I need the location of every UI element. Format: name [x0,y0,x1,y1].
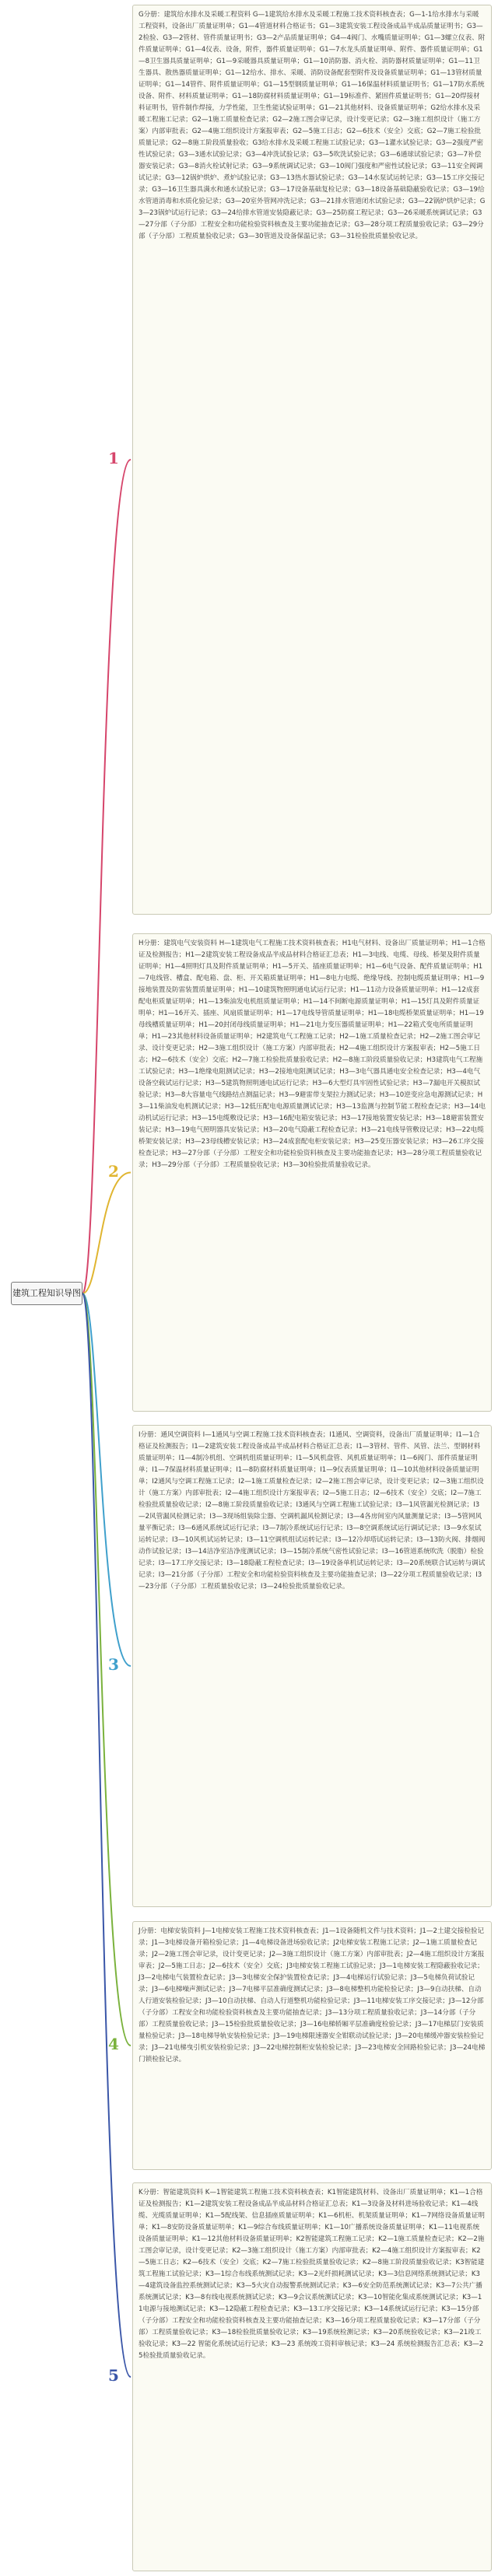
branch-number-i: 3 [108,1655,119,1674]
branch-node-k-volume[interactable]: K分册：智能建筑资料 K—1智能建筑工程施工技术资料核查表；K1智能建筑材料、设备出厂质量证明单；K1—1合格证及检测报告；K1—2建筑安装工程设备成品半成品材料合格证汇总表；K1—3设备及材料进场验收记录；K1—4线缆、光缆质量证明单；K1—5配线架、信息插座质量证明单；K1—6机柜、机架质量证明单；K1—7网络设备质量证明单；K1—8安防设备质量证明单；K1—9综合布线质量证明单；K1—10广播系统设备质量证明单；K1—11电视系统设备质量证明单；K1—12其他材料设备质量证明单；K2智能建筑工程施工记录；K2—1施工质量检查记录；K2—2施工图会审记录，设计变更记录；K2—3施工组织设计（施工方案）内部审批表；K2—4施工组织设计方案报审表；K2—5施工日志；K2—6技术（安全）交底；K2—7施工检验批质量验收记录；K2—8施工阶段质量验收记录；K3智能建筑工程施工试验记录；K3—1综合布线系统测试记录；K3—2光纤损耗测试记录；K3—3信息网络系统测试记录；K3—4建筑设备监控系统测试记录；K3—5火灾自动报警系统测试记录；K3—6安全防范系统测试记录；K3—7公共广播系统测试记录；K3—8有线电视系统测试记录；K3—9会议系统测试记录；K3—10智能化集成系统测试记录；K3—11电源与接地测试记录；K3—12隐蔽工程检查记录；K3—13工序交接记录；K3—14系统试运行记录；K3—15分部（子分部）工程安全和功能检验资料核查及主要功能抽查记录；K3—16分项工程质量验收记录；K3—17分部（子分部）工程质量验收记录；K3—18检验批质量验收记录；K3—19系统检测记录；K3—20系统验收记录；K3—21竣工验收记录；K3—22 智能化系统试运行记录；K3—23 系统竣工资料审核记录；K3—24 系统检测报告汇总表；K3—25检验批质量验收记录。 [132,2182,492,2571]
branch-number-j: 4 [108,2035,119,2053]
root-node[interactable]: 建筑工程知识导图 [11,1282,82,1305]
branch-node-h-volume[interactable]: H分册：建筑电气安装资料 H—1建筑电气工程施工技术资料核查表；H1电气材料、设备出厂质量证明单；H1—1合格证及检测报告；H1—2建筑安装工程设备成品半成品材料合格证汇总表；H1—3电线、电缆、母线、桥架及附件质量证明单；H1—4照明灯具及附件质量证明单；H1—5开关、插座质量证明单；H1—6电气设备、配件质量证明单；H1—7电线管、槽盒、配电箱、盘、柜、开关箱质量证明单；H1—8电力电缆、绝缘导线、控制电缆质量证明单；H1—9接地装置及防雷装置质量证明单；H1—10建筑物照明通电试运行记录；H1—11动力设备质量证明单；H1—12成套配电柜质量证明单；H1—13柴油发电机组质量证明单；H1—14不间断电源质量证明单；H1—15灯具及附件质量证明单；H1—16开关、插座、风扇质量证明单；H1—17电线导管质量证明单；H1—18电缆桥架质量证明单；H1—19母线槽质量证明单；H1—20封闭母线质量证明单；H1—21电力变压器质量证明单；H1—22箱式变电所质量证明单；H1—23其他材料设备质量证明单；H2建筑电气工程施工记录；H2—1施工质量检查记录；H2—2施工图会审记录、设计变更记录；H2—3施工组织设计（施工方案）内部审批表；H2—4施工组织设计方案报审表；H2—5施工日志；H2—6技术（安全）交底；H2—7施工检验批质量验收记录；H2—8施工阶段质量验收记录；H3建筑电气工程施工试验记录；H3—1绝缘电阻测试记录；H3—2接地电阻测试记录；H3—3电气器具通电安全检查记录；H3—4电气设备空载试运行记录；H3—5建筑物照明通电试运行记录；H3—6大型灯具牢固性试验记录；H3—7漏电开关模拟试验记录；H3—8大容量电气线路结点测温记录；H3—9避雷带支架拉力测试记录；H3—10逆变应急电源测试记录；H3—11柴油发电机测试记录；H3—12低压配电电源质量测试记录；H3—13监测与控制节能工程检查记录；H3—14电动机试运行记录；H3—15电缆敷设记录；H3—16配电箱安装记录；H3—17接地装置安装记录；H3—18避雷装置安装记录；H3—19电气照明器具安装记录；H3—20电气隐蔽工程检查记录；H3—21电线导管敷设记录；H3—22电缆桥架安装记录；H3—23母线槽安装记录；H3—24成套配电柜安装记录；H3—25变压器安装记录；H3—26工序交接检查记录；H3—27分部（子分部）工程安全和功能检验资料核查及主要功能抽查记录；H3—28分项工程质量验收记录；H3—29分部（子分部）工程质量验收记录；H3—30检验批质量验收记录。 [132,933,492,1412]
branch-node-g-volume[interactable]: G分册：建筑给水排水及采暖工程资料 G—1建筑给水排水及采暖工程施工技术资料核查表；G—1-1给水排水与采暖工程资料，设备出厂质量证明单；G1—4管道材料合格证书；G1—3建筑安装工程设备成品半成品质量证明书；G3—2检验、G3—2管材、管件质量证明书；G3—2产品质量证明单；G4—4阀门、水嘴质量证明单；G1—3螺立仪表、附件质量证明单；G1—4仪表、设备，附件，器件质量证明单；G1—7水龙头质量证明单、附件、器件质量证明单；G1—8卫生器具质量证明单；G1—9采暖器具质量证明单；G1—10消防器、消火栓、消防器材质量证明单；G1—11卫生器具、散热器质量证明单；G1—12给水、排水、采暖、消防设备配套型附件及设备质量证明单；G1—13管材质量证明单；G1—14管件、附件质量证明单；G1—15型钢质量证明单；G1—16保温材料质量证明书；G1—17防水系统设备、附件、材料质量证明单；G1—18防腐材料质量证明单；G1—19标准件、紧固件质量证明书；G1—20焊接材料证明书，管件制作焊接，力学性能，卫生性能试验证明单；G1—21其他材料、设备质量证明单；G2给水排水及采暖工程施工记录；G2—1施工质量检查记录；G2—2施工图会审记录，设计变更记录；G2—3施工组织设计（施工方案）内部审批表；G2—4施工组织设计方案报审表；G2—5施工日志；G2—6技术（安全）交底；G2—7施工检验批质量记录；G2—8施工阶段质量验收；G3给水排水及采暖工程施工试验记录；G3—1灌水试验记录；G3—2强度严密性试验记录；G3—3通水试验记录；G3—4冲洗试验记录；G3—5吹洗试验记录；G3—6通球试验记录；G3—7补偿器安装记录；G3—8消火栓试射记录；G3—9系统调试记录；G3—10阀门强度和严密性试验记录；G3—11安全阀调试记录；G3—12锅炉烘炉、煮炉试验记录；G3—13热水器试验记录；G3—14水泵试运转记录；G3—15工序交接记录；G3—16卫生器具满水和通水试验记录；G3—17设备基础复检记录；G3—18设备基础隐蔽验收记录；G3—19给水管道消毒和水质化验记录；G3—20室外管网冲洗记录；G3—21排水管道闭水试验记录；G3—22锅炉烘炉记录；G3—23锅炉试运行记录；G3—24给排水管道安装隐蔽记录；G3—25防腐工程记录；G3—26采暖系统调试记录；G3—27分部（子分部）工程安全和功能检验资料核查及主要功能抽查记录；G3—28分项工程质量验收记录；G3—29分部（子分部）工程质量验收记录；G3—30管道及设备保温记录；G3—31检验批质量验收记录。 [132,5,492,915]
branch-node-i-volume[interactable]: I分册：通风空调资料 I—1通风与空调工程施工技术资料核查表；I1通风、空调资料，设备出厂质量证明单；I1—1合格证及检测报告；I1—2建筑安装工程设备成品半成品材料合格证汇总表；I1—3管材、管件、风管、法兰、型钢材料质量证明单；I1—4制冷机组、空调机组质量证明单；I1—5风机盘管、风机质量证明单；I1—6阀门、部件质量证明单；I1—7保温材料质量证明单；I1—8防腐材料质量证明单；I1—9仪表质量证明单；I1—10其他材料设备质量证明单；I2通风与空调工程施工记录；I2—1施工质量检查记录；I2—2施工图会审记录，设计变更记录；I2—3施工组织设计（施工方案）内部审批表；I2—4施工组织设计方案报审表；I2—5施工日志；I2—6技术（安全）交底；I2—7施工检验批质量验收记录；I2—8施工阶段质量验收记录；I3通风与空调工程施工试验记录；I3—1风管漏光检测记录；I3—2风管漏风检测记录；I3—3现场组装除尘器、空调机漏风检测记录；I3—4各房间室内风量测量记录；I3—5管网风量平衡记录；I3—6通风系统试运行记录；I3—7制冷系统试运行记录；I3—8空调系统试运行调试记录；I3—9水泵试运转记录；I3—10风机试运转记录；I3—11空调机组试运转记录；I3—12冷却塔试运转记录；I3—13防火阀、排烟阀动作试验记录；I3—14洁净室洁净度测试记录；I3—15制冷系统气密性试验记录；I3—16管道系统吹洗（脱脂）检验记录；I3—17工序交接记录；I3—18隐蔽工程检查记录；I3—19设备单机试运转记录；I3—20系统联合试运转与调试记录；I3—21分部（子分部）工程安全和功能检验资料核查及主要功能抽查记录；I3—22分项工程质量验收记录；I3—23分部（子分部）工程质量验收记录；I3—24检验批质量验收记录。 [132,1425,492,1907]
branch-number-k: 5 [108,2366,119,2385]
connector-line [82,1293,131,2377]
branch-number-h: 2 [108,1161,119,1181]
branch-number-g: 1 [108,449,119,467]
branch-node-j-volume[interactable]: J分册：电梯安装资料 J—1电梯安装工程施工技术资料核查表；J1—1设备随机文件与技术资料；J1—2土建交接检验记录；J1—3电梯设备开箱检验记录；J1—4电梯设备进场验收记录；J2电梯安装工程施工记录；J2—1施工质量检查记录；J2—2施工图会审记录，设计变更记录；J2—3施工组织设计（施工方案）内部审批表；J2—4施工组织设计方案报审表；J2—5施工日志；J2—6技术（安全）交底；J3电梯安装工程施工试验记录；J3—1电梯安装工程隐蔽验收记录；J3—2电梯电气装置检查记录；J3—3电梯安全保护装置检查记录；J3—4电梯运行试验记录；J3—5电梯负荷试验记录；J3—6电梯噪声测试记录；J3—7电梯平层准确度测试记录；J3—8电梯整机功能检验记录；J3—9自动扶梯、自动人行道安装检验记录；J3—10自动扶梯、自动人行道整机功能检验记录；J3—11电梯安装工序交接记录；J3—12分部（子分部）工程安全和功能检验资料核查及主要功能抽查记录；J3—13分项工程质量验收记录；J3—14分部（子分部）工程质量验收记录；J3—15检验批质量验收记录；J3—16电梯轿厢平层准确度检验记录；J3—17电梯层门安装质量检验记录；J3—18电梯导轨安装检验记录；J3—19电梯限速器安全钳联动试验记录；J3—20电梯缓冲器安装检验记录；J3—21电梯曳引机安装检验记录；J3—22电梯控制柜安装检验记录；J3—23电梯安全回路检验记录；J3—24电梯门锁检验记录。 [132,1921,492,2170]
